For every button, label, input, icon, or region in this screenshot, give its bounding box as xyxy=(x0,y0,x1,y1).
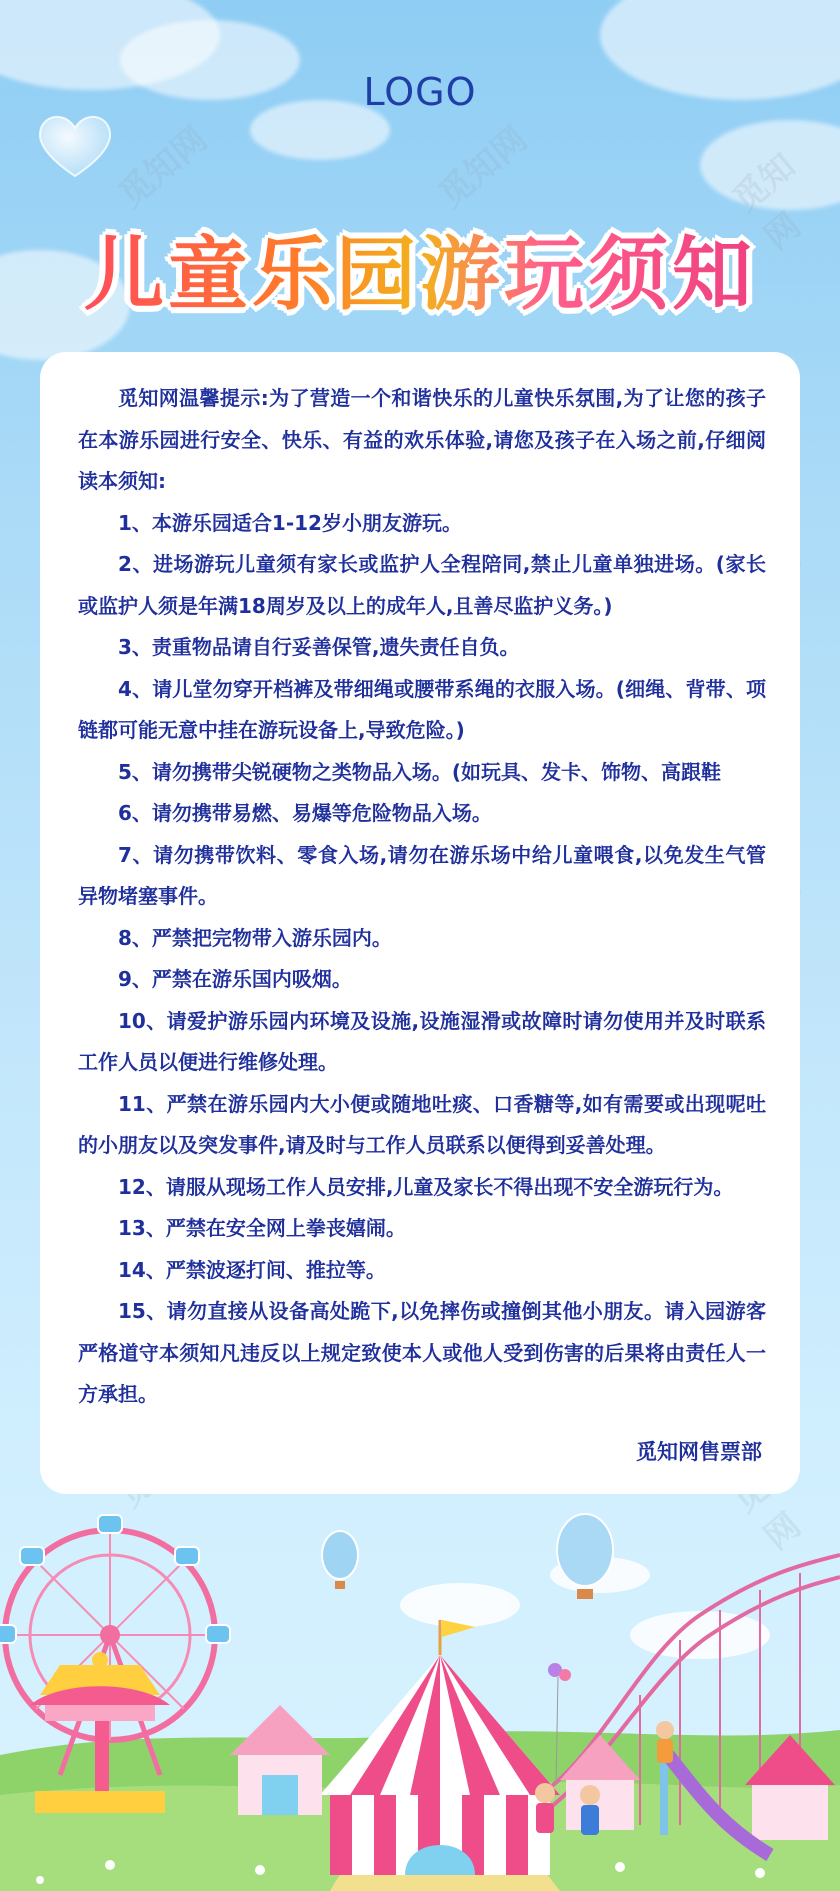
rule-item: 5、请勿携带尖锐硬物之类物品入场。(如玩具、发卡、饰物、高跟鞋 xyxy=(118,759,722,784)
notice-intro: 觅知网温馨提示:为了营造一个和谐快乐的儿童快乐氛围,为了让您的孩子在本游乐园进行安全、快乐、有益的欢乐体验,请您及孩子在入场之前,仔细阅读本须知: xyxy=(78,386,766,493)
watermark: 觅知网 xyxy=(756,1505,809,1558)
logo-text: LOGO xyxy=(363,70,477,114)
rule-item: 4、请儿堂勿穿开档裤及带细绳或腰带系绳的衣服入场。(细绳、背带、项链都可能无意中挂在游玩设备上,导致危险。) xyxy=(78,676,766,742)
rule-item: 8、严禁把完物带入游乐园内。 xyxy=(118,925,392,950)
page-title: 儿童乐园游玩须知 xyxy=(0,210,840,325)
rule-item: 13、严禁在安全网上拳丧嬉闹。 xyxy=(118,1216,406,1240)
notice-body xyxy=(78,378,766,1416)
child-figure-icon xyxy=(535,1783,555,1833)
rule-item: 11、严禁在游乐园内大小便或随地吐痰、口香糖等,如有需要或出现呢吐的小朋友以及突发事件,请及时与工作人员联系以便得到妥善处理。 xyxy=(78,1091,766,1157)
cloud xyxy=(700,120,840,210)
amusement-park-illustration xyxy=(0,1495,840,1891)
small-tent-icon xyxy=(230,1705,330,1815)
rule-item: 14、严禁波逐打间、推拉等。 xyxy=(118,1257,386,1282)
child-figure-icon xyxy=(656,1721,674,1763)
rule-item: 12、请服从现场工作人员安排,儿童及家长不得出现不安全游玩行为。 xyxy=(118,1174,734,1199)
rule-item: 2、进场游玩儿童须有家长或监护人全程陪同,禁止儿童单独进场。(家长或监护人须是年满18周岁及以上的成年人,且善尽监护义务。) xyxy=(78,552,766,618)
notice-card xyxy=(40,352,800,1494)
rule-item: 1、本游乐园适合1-12岁小朋友游玩。 xyxy=(118,510,462,535)
heart-bubble-icon xyxy=(32,110,118,180)
ferris-wheel-icon xyxy=(0,1515,230,1775)
rule-item: 7、请勿携带饮料、零食入场,请勿在游乐场中给儿童喂食,以免发生气管异物堵塞事件。 xyxy=(78,842,766,908)
rule-item: 10、请爱护游乐园内环境及设施,设施湿滑或故障时请勿使用并及时联系工作人员以便进行维修处理。 xyxy=(78,1008,766,1074)
signature: 觅知网售票部 xyxy=(636,1440,762,1464)
rule-item: 9、严禁在游乐国内吸烟。 xyxy=(118,967,352,991)
child-figure-icon xyxy=(580,1785,600,1835)
rule-item: 15、请勿直接从设备高处跪下,以免摔伤或撞倒其他小朋友。请入园游客严格道守本须知凡违反以上规定致使本人或他人受到伤害的后果将由责任人一方承担。 xyxy=(78,1299,766,1406)
rule-item: 3、责重物品请自行妥善保管,遗失责任自负。 xyxy=(118,635,520,659)
watermark: 觅知网 xyxy=(111,119,216,216)
hot-air-balloon-icon xyxy=(322,1531,358,1589)
rule-item: 6、请勿携带易燃、易爆等危险物品入场。 xyxy=(118,801,492,825)
watermark: 觅知网 xyxy=(431,119,536,216)
